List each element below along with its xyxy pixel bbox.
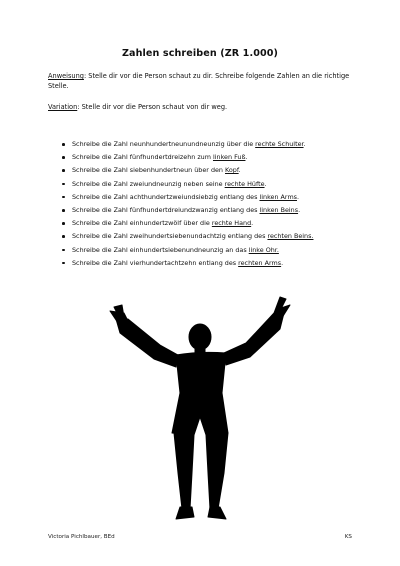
person-arms-raised-silhouette-icon bbox=[100, 293, 300, 533]
list-item bbox=[48, 230, 358, 243]
task-text: Schreibe die Zahl zweiundneunzig neben seine bbox=[72, 179, 225, 188]
list-item bbox=[48, 204, 358, 217]
task-text: Schreibe die Zahl siebenhundertneun über den bbox=[72, 166, 226, 175]
task-end: . bbox=[251, 219, 254, 228]
body-part-label: rechte Hand bbox=[211, 219, 252, 228]
task-end: . bbox=[281, 258, 284, 267]
body-part-label: linken Beins bbox=[259, 206, 299, 215]
body-part-label: linke Ohr. bbox=[248, 245, 279, 254]
variation-text: : Stelle dir vor die Person schaut von dir weg. bbox=[77, 103, 228, 111]
task-end: . bbox=[298, 206, 301, 215]
body-part-label: linken Fuß bbox=[212, 153, 246, 162]
body-part-label: linken Arms bbox=[259, 192, 297, 201]
variation-label: Variation bbox=[48, 103, 78, 111]
task-end: . bbox=[303, 140, 306, 148]
task-text: Schreibe die Zahl einhundertsiebenundneunzig an das bbox=[72, 245, 249, 254]
list-item bbox=[48, 217, 358, 230]
instruction-text: : Stelle dir vor die Person schaut zu dir. Schreibe folgende Zahlen an die richtige Stelle. bbox=[48, 72, 350, 90]
list-item bbox=[48, 257, 358, 270]
task-end: . bbox=[238, 166, 241, 175]
list-item bbox=[48, 244, 358, 257]
task-text: Schreibe die Zahl neunhundertneunundneunzig über die bbox=[72, 140, 256, 148]
task-text: Schreibe die Zahl achthundertzweiundsiebzig entlang des bbox=[72, 192, 260, 201]
page-title: Zahlen schreiben (ZR 1.000) bbox=[121, 48, 279, 59]
task-list bbox=[48, 138, 358, 270]
list-item bbox=[48, 138, 358, 151]
footer-author: Victoria Pichlbauer, BEd bbox=[48, 534, 115, 540]
list-item bbox=[48, 191, 358, 204]
variation-paragraph bbox=[48, 102, 358, 112]
task-text: Schreibe die Zahl fünfhundertdreizehn zum bbox=[72, 153, 213, 162]
body-part-label: rechte Schulter bbox=[255, 140, 304, 148]
task-text: Schreibe die Zahl zweihundertsiebenundachtzig entlang des bbox=[72, 232, 268, 241]
body-part-label: rechten Arms bbox=[238, 258, 282, 267]
footer-initials: KS bbox=[344, 534, 352, 540]
task-text: Schreibe die Zahl einhundertzwölf über die bbox=[72, 219, 212, 228]
list-item bbox=[48, 164, 358, 177]
task-text: Schreibe die Zahl fünfhundertdreiundzwanzig entlang des bbox=[72, 206, 260, 215]
task-end: . bbox=[297, 192, 300, 201]
task-end: . bbox=[264, 179, 267, 188]
list-item bbox=[48, 178, 358, 191]
body-part-label: rechten Beins. bbox=[267, 232, 314, 241]
instruction-label: Anweisung bbox=[48, 72, 84, 80]
task-text: Schreibe die Zahl vierhundertachtzehn entlang des bbox=[72, 258, 239, 267]
body-part-label: rechte Hüfte bbox=[224, 179, 265, 188]
task-end: . bbox=[245, 153, 248, 162]
body-part-label: Kopf bbox=[225, 166, 239, 175]
list-item bbox=[48, 151, 358, 164]
instruction-paragraph bbox=[48, 71, 358, 91]
